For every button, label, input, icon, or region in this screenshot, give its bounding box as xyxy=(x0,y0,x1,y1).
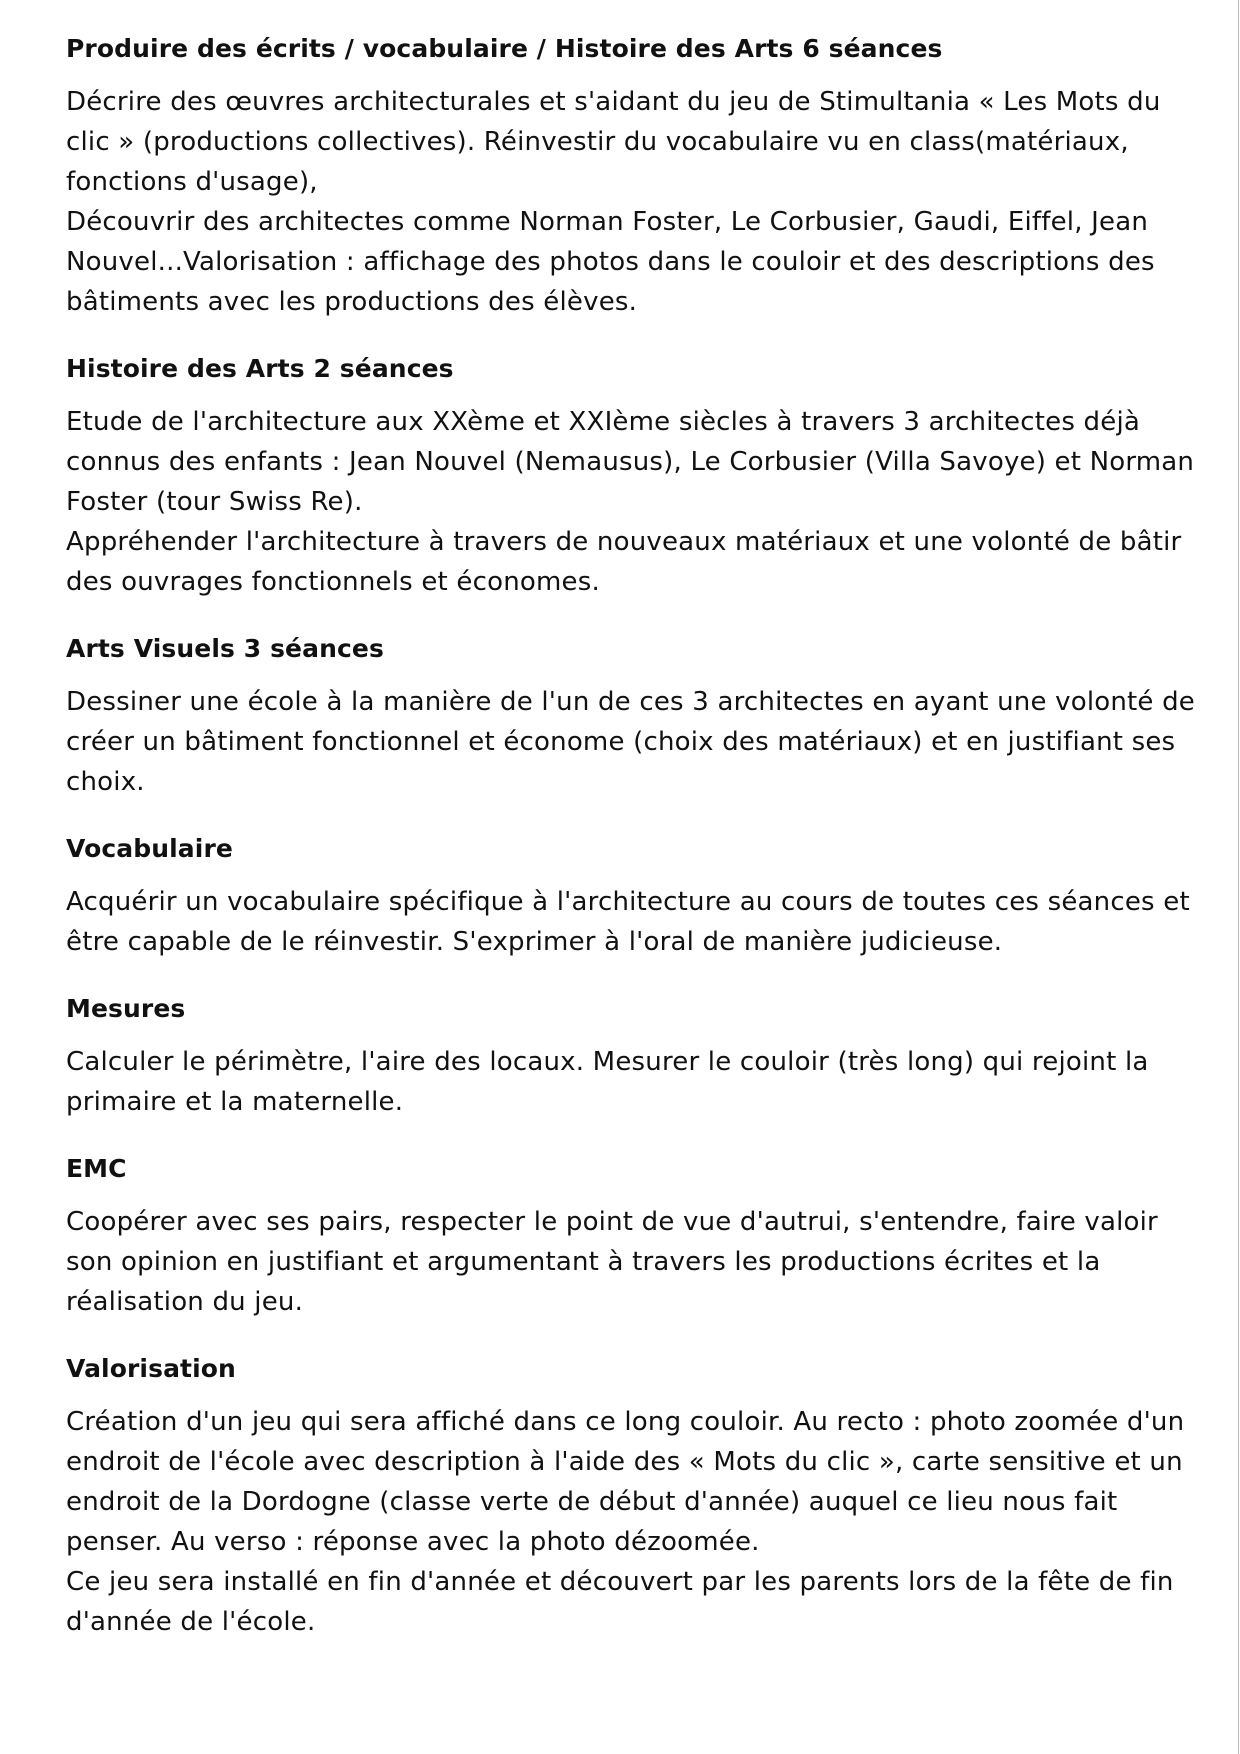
section-body xyxy=(66,1202,1196,1322)
section-body xyxy=(66,1042,1196,1122)
section-body xyxy=(66,82,1196,322)
section-heading: Arts Visuels 3 séances xyxy=(66,634,384,663)
section-arts-visuels xyxy=(66,630,1196,802)
paragraph: Création d'un jeu qui sera affiché dans ce long couloir. Au recto : photo zoomée d'un endroit de l'école avec description à l'aide des « Mots du clic », carte sensitive et un endroit de la Dordogne (classe verte de début d'année) auquel ce lieu nous fait penser. Au verso : réponse avec la photo dézoomée. xyxy=(66,1407,1185,1557)
paragraph: Appréhender l'architecture à travers de nouveaux matériaux et une volonté de bâtir des ouvrages fonctionnels et économes. xyxy=(66,527,1182,597)
section-emc xyxy=(66,1150,1196,1322)
section-body xyxy=(66,882,1196,962)
paragraph: Dessiner une école à la manière de l'un de ces 3 architectes en ayant une volonté de créer un bâtiment fonctionnel et économe (choix des matériaux) et en justifiant ses choix. xyxy=(66,687,1195,797)
paragraph: Calculer le périmètre, l'aire des locaux. Mesurer le couloir (très long) qui rejoint la primaire et la maternelle. xyxy=(66,1047,1149,1117)
page-edge-divider xyxy=(1238,0,1239,1754)
paragraph: Ce jeu sera installé en fin d'année et découvert par les parents lors de la fête de fin d'année de l'école. xyxy=(66,1567,1174,1637)
paragraph: Découvrir des architectes comme Norman Foster, Le Corbusier, Gaudi, Eiffel, Jean Nouvel...Valorisation : affichage des photos dans le couloir et des descriptions des bâtiments avec les productions des élèves. xyxy=(66,207,1155,317)
section-heading: Valorisation xyxy=(66,1354,236,1383)
section-heading: Vocabulaire xyxy=(66,834,233,863)
section-body xyxy=(66,402,1196,602)
section-heading: EMC xyxy=(66,1154,127,1183)
section-mesures xyxy=(66,990,1196,1122)
document-content xyxy=(66,30,1196,1670)
section-body xyxy=(66,1402,1196,1642)
section-produire-des-ecrits xyxy=(66,30,1196,322)
paragraph: Décrire des œuvres architecturales et s'aidant du jeu de Stimultania « Les Mots du clic » (productions collectives). Réinvestir du vocabulaire vu en class(matériaux, fonctions d'usage), xyxy=(66,87,1161,197)
section-heading: Produire des écrits / vocabulaire / Histoire des Arts 6 séances xyxy=(66,34,943,63)
section-heading: Mesures xyxy=(66,994,186,1023)
section-valorisation xyxy=(66,1350,1196,1642)
section-vocabulaire xyxy=(66,830,1196,962)
paragraph: Acquérir un vocabulaire spécifique à l'architecture au cours de toutes ces séances et être capable de le réinvestir. S'exprimer à l'oral de manière judicieuse. xyxy=(66,887,1190,957)
section-heading: Histoire des Arts 2 séances xyxy=(66,354,454,383)
paragraph: Coopérer avec ses pairs, respecter le point de vue d'autrui, s'entendre, faire valoir son opinion en justifiant et argumentant à travers les productions écrites et la réalisation du jeu. xyxy=(66,1207,1158,1317)
section-histoire-des-arts xyxy=(66,350,1196,602)
paragraph: Etude de l'architecture aux XXème et XXIème siècles à travers 3 architectes déjà connus des enfants : Jean Nouvel (Nemausus), Le Corbusier (Villa Savoye) et Norman Foster (tour Swiss Re). xyxy=(66,407,1195,517)
section-body xyxy=(66,682,1196,802)
